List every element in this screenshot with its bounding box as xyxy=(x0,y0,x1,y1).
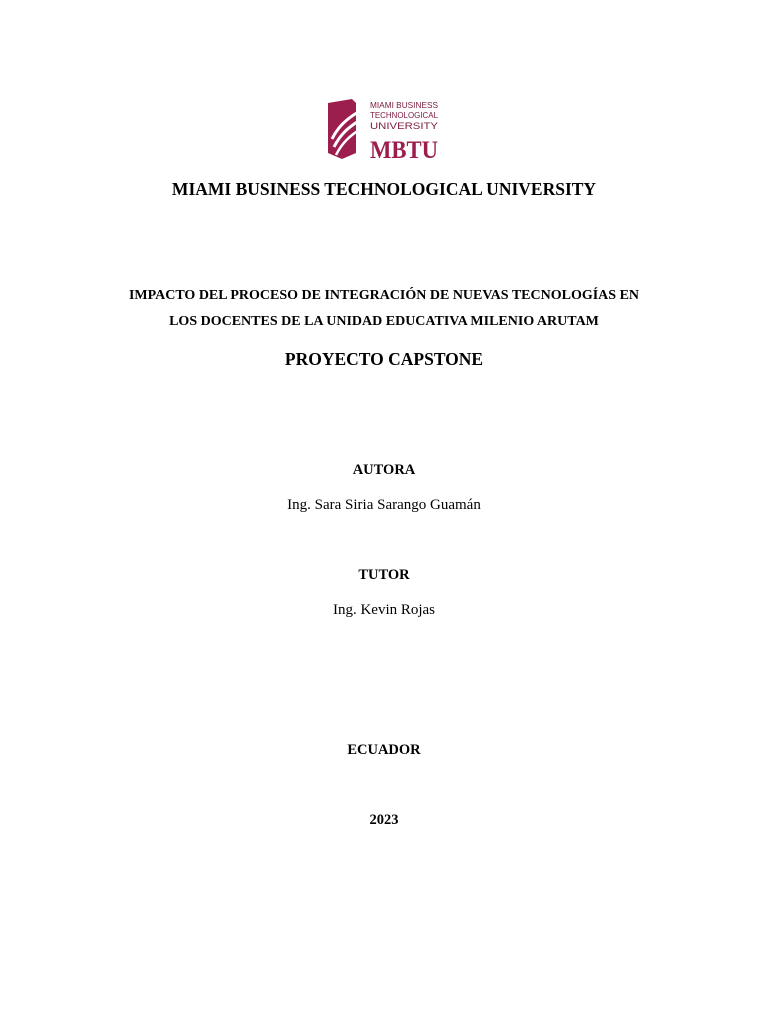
country: ECUADOR xyxy=(347,742,421,758)
logo-line-1: MIAMI BUSINESS xyxy=(370,101,439,110)
university-logo xyxy=(326,97,442,161)
logo-line-3: UNIVERSITY xyxy=(370,121,439,132)
tutor-label: TUTOR xyxy=(358,567,410,583)
tutor-name: Ing. Kevin Rojas xyxy=(332,602,436,618)
thesis-title-line-1: IMPACTO DEL PROCESO DE INTEGRACIÓN DE NUEVAS TECNOLOGÍAS EN xyxy=(128,288,640,303)
emblem-shield xyxy=(328,99,356,159)
thesis-title-line-2: LOS DOCENTES DE LA UNIDAD EDUCATIVA MILENIO ARUTAM xyxy=(169,314,599,329)
mbtu-emblem-icon xyxy=(326,97,442,161)
author-label: AUTORA xyxy=(352,462,416,478)
year: 2023 xyxy=(369,812,399,828)
logo-line-2: TECHNOLOGICAL xyxy=(370,111,439,120)
logo-abbreviation: MBTU xyxy=(370,137,438,161)
project-type: PROYECTO CAPSTONE xyxy=(284,349,484,369)
author-name: Ing. Sara Siria Sarango Guamán xyxy=(287,497,481,513)
university-name: MIAMI BUSINESS TECHNOLOGICAL UNIVERSITY xyxy=(171,179,597,199)
